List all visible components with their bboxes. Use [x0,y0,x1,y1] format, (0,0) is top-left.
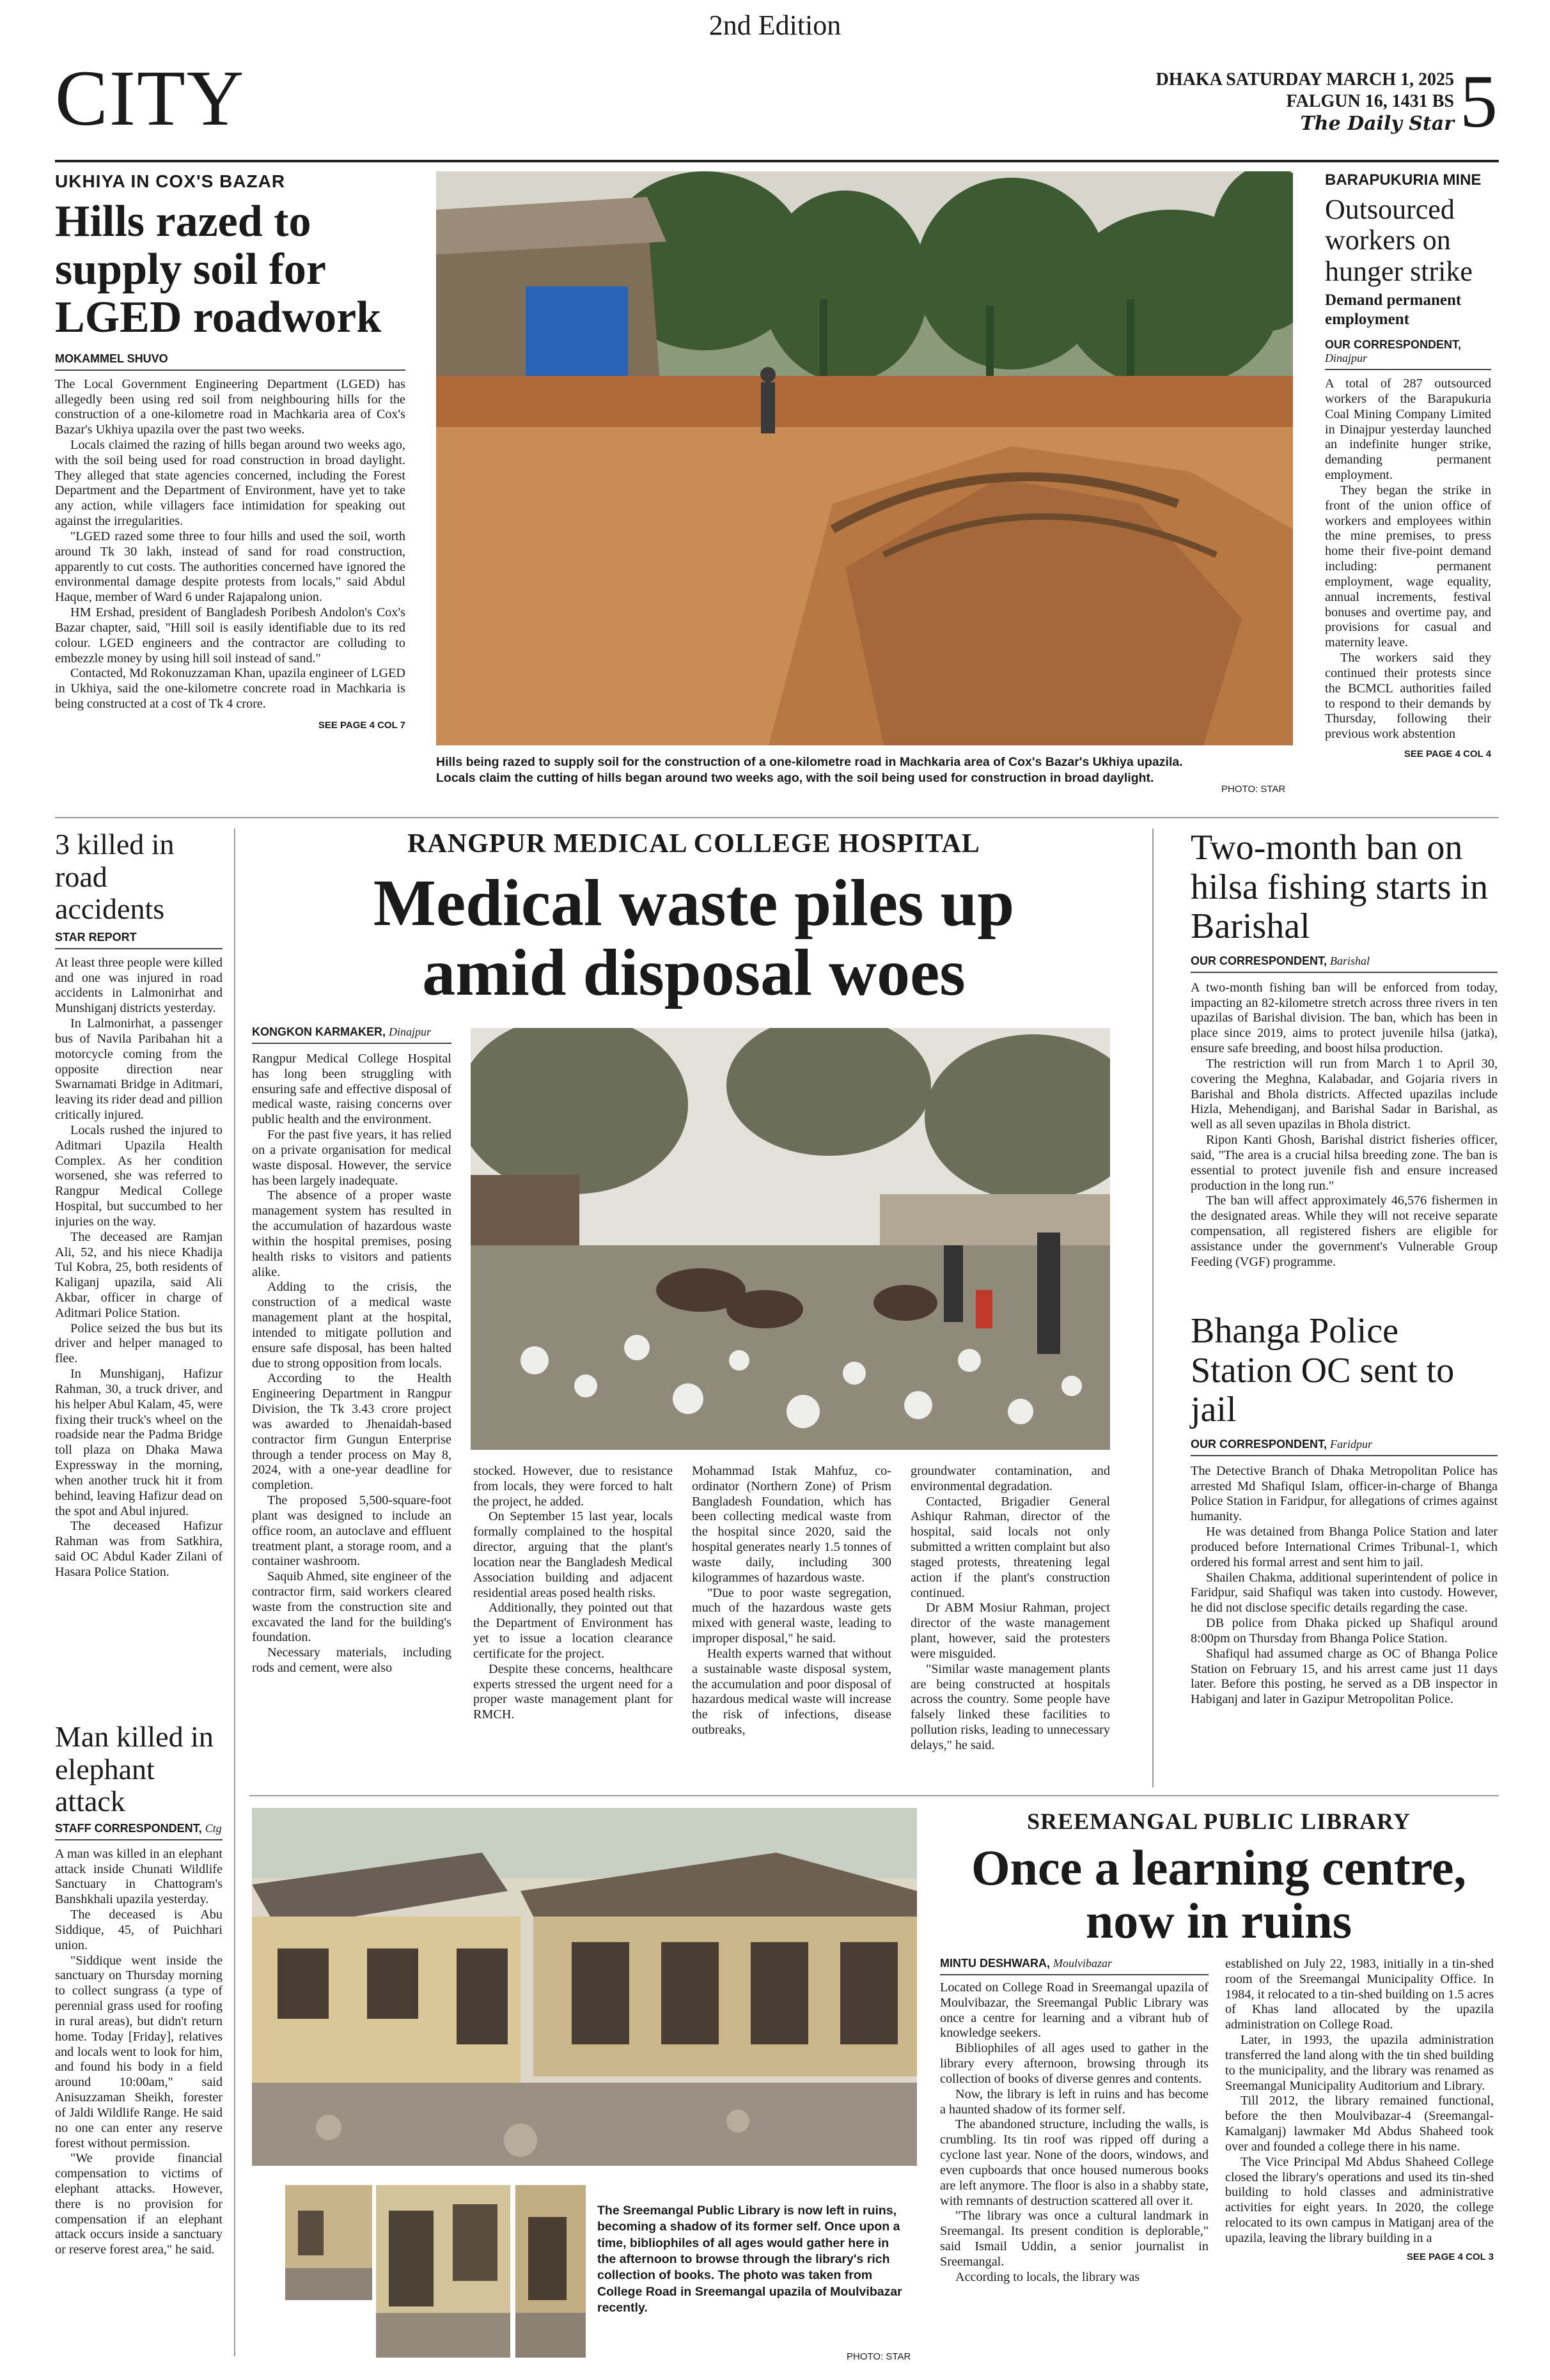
masthead-rule [55,160,1499,162]
hills-headline: Hills razed to supply soil for LGED roadwork [55,197,382,342]
waste-kicker: RANGPUR MEDICAL COLLEGE HOSPITAL [407,829,980,859]
paragraph: Rangpur Medical College Hospital has long been struggling with ensuring safe and effective disposal of medical waste, raising concerns over public health and the environment. [252,1052,451,1127]
bangla-date: FALGUN 16, 1431 BS [1286,91,1454,112]
paragraph: "Siddique went inside the sanctuary on Thursday morning to collect sungrass (a type of perennial grass used for roofing in rural areas), but didn't return home. Today [Friday], relatives and locals went to look for him, and found his body in a field around 10:00am," said Anisuzzaman Sheikh, forester of Jaldi Wildlife Range. He said no one can enter any reserve forest without permission. [55,1953,223,2151]
waste-lower-columns [473,1464,1113,1754]
mine-kicker: BARAPUKURIA MINE [1325,171,1482,189]
paragraph: Dr ABM Mosiur Rahman, project director of the waste management plant, however, said the protesters were misguided. [911,1601,1110,1661]
paragraph: According to the Health Engineering Department in Rangpur Division, the Tk 3.43 crore project was awarded to Jhenaidah-based contractor firm Gungun Enterprise through a tender process on May 8, 2024, with a one-year deadline for completion. [252,1371,451,1493]
library-col1-body [940,1980,1209,2285]
hills-credit: PHOTO: STAR [1221,784,1286,795]
paper-name: The Daily Star [1300,113,1454,136]
paragraph: The ban will affect approximately 46,576 fishermen in the designated areas. While they will not receive separate compensation, all registered fishers are eligible for assistance under the government's Vulnerable Group Feeding (VGF) programme. [1191,1194,1498,1269]
hills-see-page: SEE PAGE 4 COL 7 [318,719,405,731]
paragraph: Shailen Chakma, additional superintendent of police in Faridpur, said Shafiqul was taken into custody. However, he did not disclose specific details regarding the case. [1191,1570,1498,1615]
paragraph: Ripon Kanti Ghosh, Barishal district fisheries officer, said, "The area is a crucial hilsa breeding zone. The ban is essential to protect juvenile fish and ensure increased production in the long run." [1191,1133,1498,1193]
hills-kicker: UKHIYA IN COX'S BAZAR [55,171,286,191]
hills-body [55,377,405,712]
paragraph: The absence of a proper waste management system has resulted in the accumulation of hazardous waste within the hospital premises, posing health risks to visitors and patients alike. [252,1188,451,1279]
paragraph: The workers said they continued their protests since the BCMCL authorities failed to respond to their demands by Thursday, following their previous work abstention [1325,651,1491,742]
paragraph: According to locals, the library was [955,2269,1140,2284]
paragraph: Till 2012, the library remained functional, before the then Moulvibazar-4 (Sreemangal-Kamalganj) lawmaker Md Abdus Shaheed took over and founded a college there in his name. [1225,2094,1494,2154]
paragraph: "LGED razed some three to four hills and used the soil, worth around Tk 30 lakh, instead of sand for road construction, apparently to cut costs. The authorities concerned have ignored the environmental damage despite protests from locals," said Abdul Haque, member of Ward 6 under Rajapalong union. [55,529,405,605]
library-credit: PHOTO: STAR [847,2351,911,2362]
waste-photo [471,1028,1110,1450]
paragraph: Mohammad Istak Mahfuz, co-ordinator (Northern Zone) of Prism Bangladesh Foundation, which has been collecting medical waste from the hospital since 2020, said the hospital generates nearly 1.5 tonnes of waste daily, including 300 kilogrammes of hazardous waste. [692,1464,891,1585]
paragraph: Contacted, Brigadier General Ashiqur Rahman, director of the hospital, said locals not only submitted a written complaint but also staged protests, threatening legal action if the plant's construction continued. [911,1494,1110,1600]
paragraph: Located on College Road in Sreemangal upazila of Moulvibazar, the Sreemangal Public Library was once a centre for learning and a vibrant hub of knowledge seekers. [940,1980,1209,2041]
paragraph: DB police from Dhaka picked up Shafiqul around 8:00pm on Thursday from Bhanga Police Station. [1191,1616,1498,1645]
hills-story [55,171,405,731]
paragraph: established on July 22, 1983, initially in a tin-shed room of the Sreemangal Municipality Office. In 1984, it relocated to a tin-shed building on 1.5 acres of Khas land allocated by the upazila administration on College Road. [1225,1956,1494,2032]
paragraph: The Detective Branch of Dhaka Metropolitan Police has arrested Md Shafiqul Islam, officer-in-charge of Bhanga Police Station in Faridpur, for allegations of crimes against humanity. [1191,1463,1498,1524]
bhanga-body [1191,1464,1498,1707]
waste-col4-body [911,1464,1110,1754]
paragraph: In Lalmonirhat, a passenger bus of Navila Paribahan hit a motorcycle coming from the opposite direction near Swarnamati Bridge in Aditmari, leaving its rider dead and pillion critically injured. [55,1016,223,1123]
road-body [55,956,223,1580]
paragraph: "The library was once a cultural landmark in Sreemangal. Its present condition is deplorable," said Ismail Uddin, a senior journalist in Sreemangal. [940,2209,1209,2269]
edition-label: 2nd Edition [708,10,842,41]
paragraph: In Munshiganj, Hafizur Rahman, 30, a truck driver, and his helper Abul Kalam, 45, were fixing their truck's wheel on the roadside near the Padma Bridge toll plaza on Dhaka Mawa Expressway in the morning, when another truck hit it from behind, leaving Hafizur dead on the spot and Abul injured. [55,1367,223,1518]
hilsa-byline: OUR CORRESPONDENT, Barishal [1191,954,1498,973]
library-story [940,1808,1498,2285]
road-headline: 3 killed in road accidents [55,828,175,926]
paragraph: The deceased is Abu Siddique, 45, of Puichhari union. [55,1908,223,1952]
library-headline: Once a learning centre, now in ruins [971,1840,1467,1949]
paragraph: Additionally, they pointed out that the Department of Environment has yet to issue a location clearance certificate for the project. [473,1601,673,1661]
paragraph: The deceased are Ramjan Ali, 52, and his niece Khadija Tul Kobra, 25, both residents of Kaliganj upazila, said Ali Akbar, officer in charge of Aditmari Police Station. [55,1229,223,1320]
paragraph: Locals claimed the razing of hills began around two weeks ago, with the soil being used for road construction in broad daylight. They alleged that state agencies concerned, including the Forest Department and the Department of Environment, have yet to take any action, while villagers face intimidation for speaking out against the irregularities. [55,437,405,529]
paragraph: Bibliophiles of all ages used to gather in the library every afternoon, browsing through its collection of books of diverse genres and contents. [940,2041,1209,2086]
paragraph: At least three people were killed and one was injured in road accidents in Lalmonirhat and Munshiganj districts yesterday. [55,955,223,1016]
paragraph: For the past five years, it has relied on a private organisation for medical waste disposal. However, the service has been largely inadequate. [252,1128,451,1188]
mine-headline: Outsourced workers on hunger strike [1325,194,1473,287]
paragraph: The deceased Hafizur Rahman was from Satkhira, said OC Abdul Kader Zilani of Hasara Police Station. [55,1519,223,1579]
waste-col-1 [252,1025,451,1676]
paragraph: A total of 287 outsourced workers of the Barapukuria Coal Mining Company Limited in Dinajpur yesterday launched an indefinite hunger strike, demanding permanent employment. [1325,377,1491,483]
paragraph: Health experts warned that without a sustainable waste disposal system, the accumulation and poor disposal of hazardous medical waste will increase the risk of infections, disease outbreaks, [692,1646,891,1738]
paragraph: groundwater contamination, and environmental degradation. [911,1464,1110,1493]
hills-byline: MOKAMMEL SHUVO [55,352,405,371]
paragraph: "We provide financial compensation to victims of elephant attacks. However, there is no provision for compensation if an elephant attack occurs inside a sanctuary or reserve forest area," he said. [55,2151,223,2257]
mine-byline: OUR CORRESPONDENT, Dinajpur [1325,338,1491,370]
hilsa-headline: Two-month ban on hilsa fishing starts in Barishal [1191,828,1489,947]
dateline-block [1156,69,1454,136]
waste-header [249,828,1138,1010]
paragraph: Adding to the crisis, the construction of a medical waste management plant at the hospital, intended to mitigate pollution and ensure safe disposal, has been halted due to strong opposition from locals. [252,1280,451,1371]
mine-story [1325,171,1491,759]
paragraph: The restriction will run from March 1 to April 30, covering the Meghna, Kalabadar, and Gojaria rivers in Barishal and Bhola districts. Affected upazilas include Hizla, Mehendiganj, and Barishal Sadar in Barishal, as well as all seven upazilas in Bhola district. [1191,1056,1498,1132]
paragraph: A man was killed in an elephant attack inside Chunati Wildlife Sanctuary in Chattogram's Banshkhali upazila yesterday. [55,1846,223,1907]
mine-see-page: SEE PAGE 4 COL 4 [1404,749,1491,760]
upper-divider [55,817,1499,818]
paragraph: Locals rushed the injured to Aditmari Upazila Health Complex. As her condition worsened, she was referred to Rangpur Medical College Hospital, but succumbed to her injuries on the way. [55,1123,223,1229]
paragraph: "Due to poor waste segregation, much of the hazardous waste gets mixed with general waste, leading to improper disposal," he said. [692,1585,891,1646]
waste-byline: KONGKON KARMAKER, Dinajpur [252,1025,451,1044]
paragraph: The abandoned structure, including the walls, is crumbling. Its tin roof was ripped off during a cyclone last year. None of the doors, windows, and even cupboards that once housed numerous books are left anymore. The floor is also in a shabby state, with remnants of destruction scattered all over it. [940,2117,1209,2208]
paragraph: Contacted, Md Rokonuzzaman Khan, upazila engineer of LGED in Ukhiya, said the one-kilometre concrete road in Machkaria is being constructed at a cost of Tk 4 crore. [55,666,405,712]
mine-subhead: Demand permanent employment [1325,292,1462,329]
library-byline: MINTU DESHWARA, Moulvibazar [940,1957,1209,1975]
paragraph: stocked. However, due to resistance from locals, they were forced to halt the project, he added. [473,1464,673,1509]
elephant-headline: Man killed in elephant attack [55,1720,214,1818]
waste-headline: Medical waste piles up amid disposal woes [373,866,1015,1010]
paragraph: Necessary materials, including rods and cement, were also [252,1645,451,1676]
elephant-story [55,1721,223,2258]
paragraph: Police seized the bus but its driver and helper managed to flee. [55,1321,223,1366]
library-photo-inset-1 [285,2185,372,2300]
library-photo-main [252,1808,917,2166]
mine-body [1325,377,1491,742]
library-photo-inset-3 [515,2185,586,2358]
library-see-page: SEE PAGE 4 COL 3 [1406,2251,1494,2262]
library-kicker: SREEMANGAL PUBLIC LIBRARY [1027,1808,1411,1834]
paragraph: The proposed 5,500-square-foot plant was designed to include an office room, an autoclave and effluent treatment plant, a storage room, and a container washroom. [252,1493,451,1569]
paragraph: Saquib Ahmed, site engineer of the contractor firm, said workers cleared waste from the construction site and excavated the land for the building's foundation. [252,1569,451,1645]
issue-date: DHAKA SATURDAY MARCH 1, 2025 [1155,70,1454,89]
paragraph: He was detained from Bhanga Police Station and later produced before International Crimes Tribunal-1, which ordered his formal arrest and sent him to jail. [1191,1525,1498,1569]
bhanga-story [1191,1312,1498,1707]
hills-photo [436,171,1293,745]
hilsa-body [1191,981,1498,1270]
hills-caption: Hills being razed to supply soil for the construction of a one-kilometre road in Machkaria area of Cox's Bazar's Ukhiya upazila. Locals claim the cutting of hills began around two weeks ago, with the soil being used for construction in broad daylight. [436,755,1183,786]
paragraph: Later, in 1993, the upazila administration transferred the land along with the tin shed building to the municipality, and the library was renamed as Sreemangal Municipality Auditorium and Library. [1225,2033,1494,2093]
paragraph: Shafiqul had assumed charge as OC of Bhanga Police Station on February 15, and his arrest came just 11 days later. Before this posting, he served as a DB inspector in Habiganj and later in Gazipur Metropolitan Police. [1191,1646,1498,1707]
library-col2-body [1225,1957,1494,2246]
waste-col1-body [252,1052,451,1676]
right-column-rule [1152,828,1154,1787]
paragraph: Despite these concerns, healthcare experts stressed the urgent need for a proper waste management plant for RMCH. [473,1661,673,1722]
library-photo-block [252,1808,930,2364]
paragraph: On September 15 last year, locals formally complained to the hospital director, arguing that the plant's location near the Bangladesh Medical Association building and adjacent residential areas posed health risks. [473,1509,673,1600]
library-caption: The Sreemangal Public Library is now left in ruins, becoming a shadow of its former self. Once upon a time, bibliophiles of all ages would gather here in the afternoon to browse through the library's rich collection of books. The photo was taken from College Road in Sreemangal upazila of Moulvibazar recently. [597,2204,902,2315]
waste-col3-body [692,1464,891,1754]
elephant-body [55,1847,223,2258]
bhanga-headline: Bhanga Police Station OC sent to jail [1191,1311,1455,1430]
paragraph: The Vice Principal Md Abdus Shaheed College closed the library's operations and used its tin-shed building to hold classes and administrative activities for eight years. In 2020, the college relocated to its own campus in Matiganj area of the upazila, leaving the library building in a [1225,2154,1494,2245]
road-story [55,828,223,1580]
elephant-byline: STAFF CORRESPONDENT, Ctg [55,1822,223,1840]
paragraph: HM Ershad, president of Bangladesh Poribesh Andolon's Cox's Bazar chapter, said, "Hill soil is easily identifiable due to its red colour. LGED engineers and the contractor are colluding to embezzle money by using hill soil instead of sand." [55,605,405,665]
library-col-2 [1225,1957,1494,2285]
section-title: CITY [55,54,246,142]
paragraph: "Similar waste management plants are being constructed at hospitals across the country. Some people have falsely linked these facilities to pollution risks, leading to unnecessary delays," he said. [911,1661,1110,1752]
paragraph: A two-month fishing ban will be enforced from today, impacting an 82-kilometre stretch across three rivers in ten upazilas of Barishal division. The ban, which has been in place since 2019, aims to protect juvenile hilsa (jatka), ensure safe breeding, and boost hilsa production. [1191,980,1498,1056]
paragraph: The Local Government Engineering Department (LGED) has allegedly been using red soil from neighbouring hills for the construction of a one-kilometre road in Machkaria area of Cox's Bazar's Ukhiya upazila over the past two weeks. [55,377,405,437]
library-columns [940,1957,1498,2285]
lower-divider [249,1795,1499,1796]
road-byline: STAR REPORT [55,931,223,949]
page-number: 5 [1460,59,1498,143]
hilsa-story [1191,828,1498,1270]
left-column-rule [234,828,235,2356]
waste-col2-body [473,1464,673,1754]
bhanga-byline: OUR CORRESPONDENT, Faridpur [1191,1438,1498,1456]
library-photo-inset-2 [376,2185,510,2358]
paragraph: They began the strike in front of the union office of workers and employees within the mine premises, to press home their five-point demand including: permanent employment, wage equality, annual increments, festival bonuses and overtime pay, and provisions for casual and maternity leave. [1325,483,1491,650]
paragraph: Now, the library is left in ruins and has become a haunted shadow of its former self. [940,2087,1209,2117]
library-col-1 [940,1957,1209,2285]
